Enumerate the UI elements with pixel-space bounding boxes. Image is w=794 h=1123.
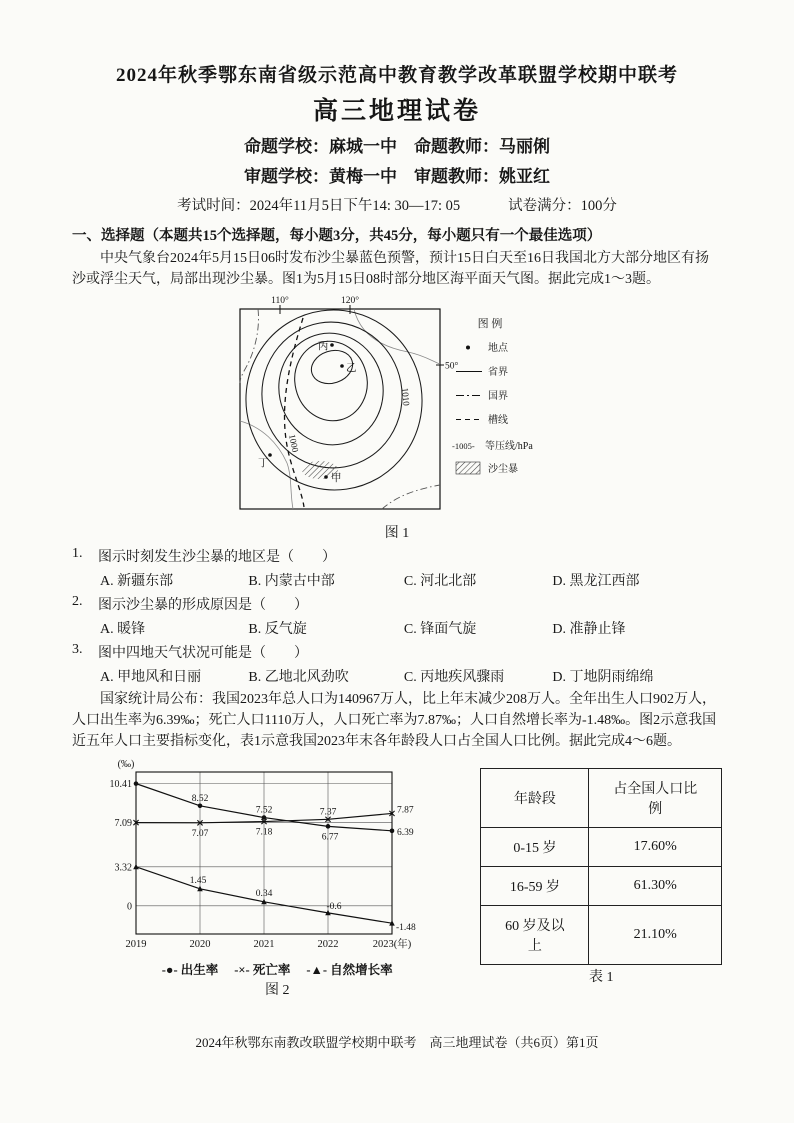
page-footer: 2024年秋鄂东南教改联盟学校期中联考 高三地理试卷（共6页）第1页 bbox=[195, 1035, 599, 1050]
legend-label-national: 国界 bbox=[488, 390, 508, 402]
isobar-line bbox=[250, 310, 413, 478]
chart-x-tick: 2019 bbox=[125, 939, 147, 951]
chart-point-label: -0.6 bbox=[326, 902, 342, 913]
section-heading: 一、选择题（本题共15个选择题，每小题3分，共45分，每小题只有一个最佳选项） bbox=[72, 228, 602, 244]
lon-label-110: 110° bbox=[271, 295, 289, 306]
chart-point-label: 1.45 bbox=[189, 876, 207, 887]
question-2 bbox=[72, 594, 722, 638]
population-chart bbox=[90, 758, 435, 954]
option-b: B. 内蒙古中部 bbox=[248, 573, 335, 589]
chart-x-tick: 2022 bbox=[317, 939, 339, 951]
age-structure-table bbox=[480, 768, 722, 965]
question-3-options bbox=[100, 666, 722, 686]
col-header-age: 年龄段 bbox=[481, 769, 589, 828]
point-label-yi: 乙 bbox=[346, 362, 357, 374]
isobar-label-1000: 1000 bbox=[287, 432, 301, 453]
option-d: D. 准静止锋 bbox=[552, 621, 626, 637]
marker-circle bbox=[134, 782, 139, 787]
option-a: A. 新疆东部 bbox=[100, 573, 174, 589]
map-legend-title: 图 例 bbox=[477, 317, 503, 330]
lat-label-50: 50° bbox=[445, 361, 459, 372]
intro-paragraph-1: 中央气象台2024年5月15日06时发布沙尘暴蓝色预警，预计15日白天至16日我国北方大部分地区有扬沙或浮尘天气，局部出现沙尘暴。图1为5月15日08时部分地区海平面天气图。据此完成1～3题。 bbox=[72, 251, 709, 288]
option-b: B. 反气旋 bbox=[248, 621, 307, 637]
option-d: D. 黑龙江西部 bbox=[552, 573, 640, 589]
chart-point-label: 7.87 bbox=[397, 805, 414, 816]
chart-point-label: 7.07 bbox=[191, 829, 209, 840]
chart-legend-item: -▲- 自然增长率 bbox=[306, 963, 393, 978]
figure-1-caption: 图 1 bbox=[384, 525, 410, 541]
exam-time: 考试时间：2024年11月5日下午14: 30—17: 05 bbox=[177, 198, 461, 214]
table-header-row bbox=[481, 769, 722, 828]
point-marker-yi bbox=[340, 364, 344, 368]
chart-point-label: 7.37 bbox=[319, 807, 337, 818]
cell-share: 17.60% bbox=[589, 828, 722, 867]
legend-label-isobar: 等压线/hPa bbox=[485, 440, 533, 452]
point-marker-jia bbox=[324, 475, 328, 479]
chart-point-label: 0.34 bbox=[255, 889, 273, 900]
intro-paragraph-2: 国家统计局公布：我国2023年总人口为140967万人，比上年末减少208万人。全年出生人口902万人，人口出生率为6.39‰；死亡人口1110万人，人口死亡率为7.87‰；人口自然增长率为-1.48‰。图2示意我国近五年人口主要指标变化，表1示意我国2023年末各年龄段人口占全国人口比例。据此完成4～6题。 bbox=[72, 691, 717, 750]
chart-legend-item: -●- 出生率 bbox=[161, 963, 219, 978]
chart-x-tick: 2023(年) bbox=[372, 939, 412, 951]
chart-point-label: 8.52 bbox=[191, 794, 209, 805]
question-3-stem bbox=[72, 642, 722, 662]
question-number: 3. bbox=[72, 641, 83, 657]
chart-y-tick: 7.09 bbox=[114, 818, 132, 830]
legend-dot-sample bbox=[466, 345, 470, 349]
point-label-bing: 丙 bbox=[318, 340, 329, 352]
question-2-stem bbox=[72, 594, 722, 614]
setter-line: 命题学校：麻城一中 命题教师：马丽俐 bbox=[244, 137, 550, 156]
legend-label-province: 省界 bbox=[488, 366, 508, 378]
option-d: D. 丁地阴雨绵绵 bbox=[552, 669, 654, 685]
question-text: 图示时刻发生沙尘暴的地区是（ ） bbox=[98, 549, 336, 565]
marker-circle bbox=[326, 824, 331, 829]
exam-meta-line bbox=[72, 194, 722, 215]
figure-2-caption: 图 2 bbox=[264, 983, 290, 999]
legend-isobar-sample: -1005- bbox=[452, 440, 475, 451]
option-c: C. 丙地疾风骤雨 bbox=[403, 669, 505, 685]
national-boundary bbox=[240, 309, 258, 383]
option-b: B. 乙地北风劲吹 bbox=[248, 669, 349, 685]
question-3 bbox=[72, 642, 722, 686]
question-2-options bbox=[100, 618, 722, 638]
point-marker-bing bbox=[330, 343, 334, 347]
isobar-line bbox=[286, 333, 375, 428]
trough-line bbox=[285, 318, 304, 507]
table-row bbox=[481, 867, 722, 906]
national-boundary bbox=[382, 485, 440, 509]
question-number: 1. bbox=[72, 545, 83, 561]
point-marker-ding bbox=[268, 453, 272, 457]
paper-title: 高三地理试卷 bbox=[312, 98, 481, 125]
cell-age: 16-59 岁 bbox=[481, 867, 589, 906]
table-1 bbox=[480, 762, 722, 986]
cell-age: 60 岁及以上 bbox=[481, 906, 589, 965]
option-a: A. 甲地风和日丽 bbox=[100, 669, 202, 685]
reviewer-line: 审题学校：黄梅一中 审题教师：姚亚红 bbox=[244, 167, 550, 186]
chart-y-tick: 0 bbox=[127, 901, 132, 913]
question-1-options bbox=[100, 570, 722, 590]
legend-label-sandstorm: 沙尘暴 bbox=[488, 463, 518, 475]
chart-unit-label: (‰) bbox=[117, 759, 135, 771]
chart-x-tick: 2021 bbox=[253, 939, 275, 951]
chart-y-tick: 3.32 bbox=[114, 862, 132, 874]
question-number: 2. bbox=[72, 593, 83, 609]
marker-circle bbox=[198, 804, 203, 809]
full-score: 试卷满分：100分 bbox=[508, 198, 617, 214]
col-header-share: 占全国人口比例 bbox=[589, 769, 722, 828]
option-a: A. 暖锋 bbox=[100, 621, 146, 637]
chart-y-tick: 10.41 bbox=[109, 779, 132, 791]
cell-age: 0-15 岁 bbox=[481, 828, 589, 867]
question-1 bbox=[72, 546, 722, 590]
chart-legend bbox=[90, 960, 464, 978]
marker-circle bbox=[390, 829, 395, 834]
figure-1 bbox=[72, 293, 722, 521]
option-c: C. 河北北部 bbox=[403, 573, 477, 589]
question-text: 图示沙尘暴的形成原因是（ ） bbox=[98, 597, 308, 613]
chart-legend-item: -×- 死亡率 bbox=[234, 963, 291, 978]
cell-share: 21.10% bbox=[589, 906, 722, 965]
question-1-stem bbox=[72, 546, 722, 566]
point-label-ding: 丁 bbox=[258, 457, 269, 469]
exam-title: 2024年秋季鄂东南省级示范高中教育教学改革联盟学校期中联考 bbox=[115, 65, 678, 86]
chart-x-tick: 2020 bbox=[189, 939, 211, 951]
table-row bbox=[481, 906, 722, 965]
figure-2 bbox=[90, 758, 464, 999]
table-1-caption: 表 1 bbox=[588, 970, 614, 986]
lon-label-120: 120° bbox=[340, 295, 360, 306]
isobar-label-1010: 1010 bbox=[400, 386, 412, 406]
point-label-jia: 甲 bbox=[331, 472, 342, 484]
legend-sandstorm-sample bbox=[456, 462, 480, 474]
legend-label-place: 地点 bbox=[488, 342, 508, 354]
figures-row bbox=[72, 758, 722, 999]
option-c: C. 锋面气旋 bbox=[403, 621, 477, 637]
chart-point-label: 6.77 bbox=[321, 832, 339, 843]
table-row bbox=[481, 828, 722, 867]
chart-point-label: 7.18 bbox=[255, 827, 273, 838]
cell-share: 61.30% bbox=[589, 867, 722, 906]
chart-point-label: 6.39 bbox=[397, 828, 414, 839]
weather-map bbox=[232, 293, 562, 521]
chart-point-label: -1.48 bbox=[396, 923, 416, 934]
chart-point-label: 7.52 bbox=[255, 805, 273, 816]
question-text: 图中四地天气状况可能是（ ） bbox=[98, 645, 308, 661]
legend-label-trough: 槽线 bbox=[488, 414, 508, 426]
